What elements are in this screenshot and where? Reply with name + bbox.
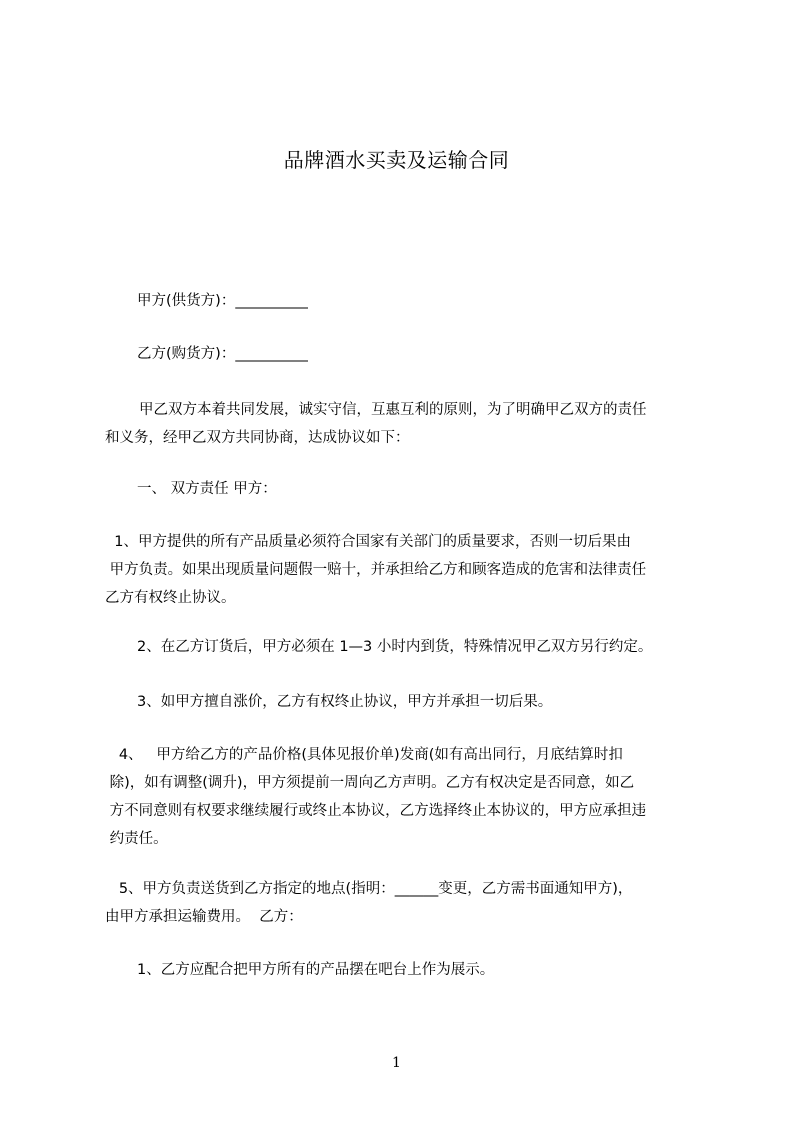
party-b-line: 乙方(购货方)：__________ xyxy=(137,346,308,362)
clause-line: 4、 甲方给乙方的产品价格(具体见报价单)发商(如有高出同行，月底结算时扣 xyxy=(105,747,623,763)
document-title: 品牌酒水买卖及运输合同 xyxy=(283,148,510,172)
page-number: 1 xyxy=(392,1055,401,1071)
clause-line: 甲方负责。如果出现质量问题假一赔十，并承担给乙方和顾客造成的危害和法律责任 xyxy=(105,562,647,578)
clause-line: 方不同意则有权要求继续履行或终止本协议，乙方选择终止本协议的，甲方应承担违 xyxy=(105,803,647,819)
clause-4 xyxy=(105,741,725,853)
party-a-line: 甲方(供货方)：__________ xyxy=(137,293,308,309)
clause-2: 2、在乙方订货后，甲方必须在 1—3 小时内到货，特殊情况甲乙双方另行约定。 xyxy=(137,639,653,655)
clause-line: 乙方有权终止协议。 xyxy=(105,590,236,606)
clause-line: 由甲方承担运输费用。 乙方： xyxy=(105,909,303,925)
clause-line: 除)，如有调整(调升)，甲方须提前一周向乙方声明。乙方有权决定是否同意，如乙 xyxy=(105,775,635,791)
clause-3: 3、如甲方擅自涨价，乙方有权终止协议，甲方并承担一切后果。 xyxy=(137,694,553,710)
clause-1 xyxy=(105,528,725,612)
clause-line: 1、甲方提供的所有产品质量必须符合国家有关部门的质量要求，否则一切后果由 xyxy=(105,534,631,550)
clause-line: 约责任。 xyxy=(105,831,168,847)
intro-line: 甲乙双方本着共同发展，诚实守信，互惠互利的原则，为了明确甲乙双方的责任 xyxy=(139,402,647,418)
intro-paragraph xyxy=(105,396,725,452)
clause-line: 5、甲方负责送货到乙方指定的地点(指明：______变更，乙方需书面通知甲方)， xyxy=(105,881,633,897)
party-b-clause-1: 1、乙方应配合把甲方所有的产品摆在吧台上作为展示。 xyxy=(137,962,495,978)
section-heading-responsibilities: 一、 双方责任 甲方： xyxy=(137,481,277,497)
intro-line: 和义务，经甲乙双方共同协商，达成协议如下： xyxy=(105,430,410,446)
clause-5 xyxy=(105,875,725,931)
